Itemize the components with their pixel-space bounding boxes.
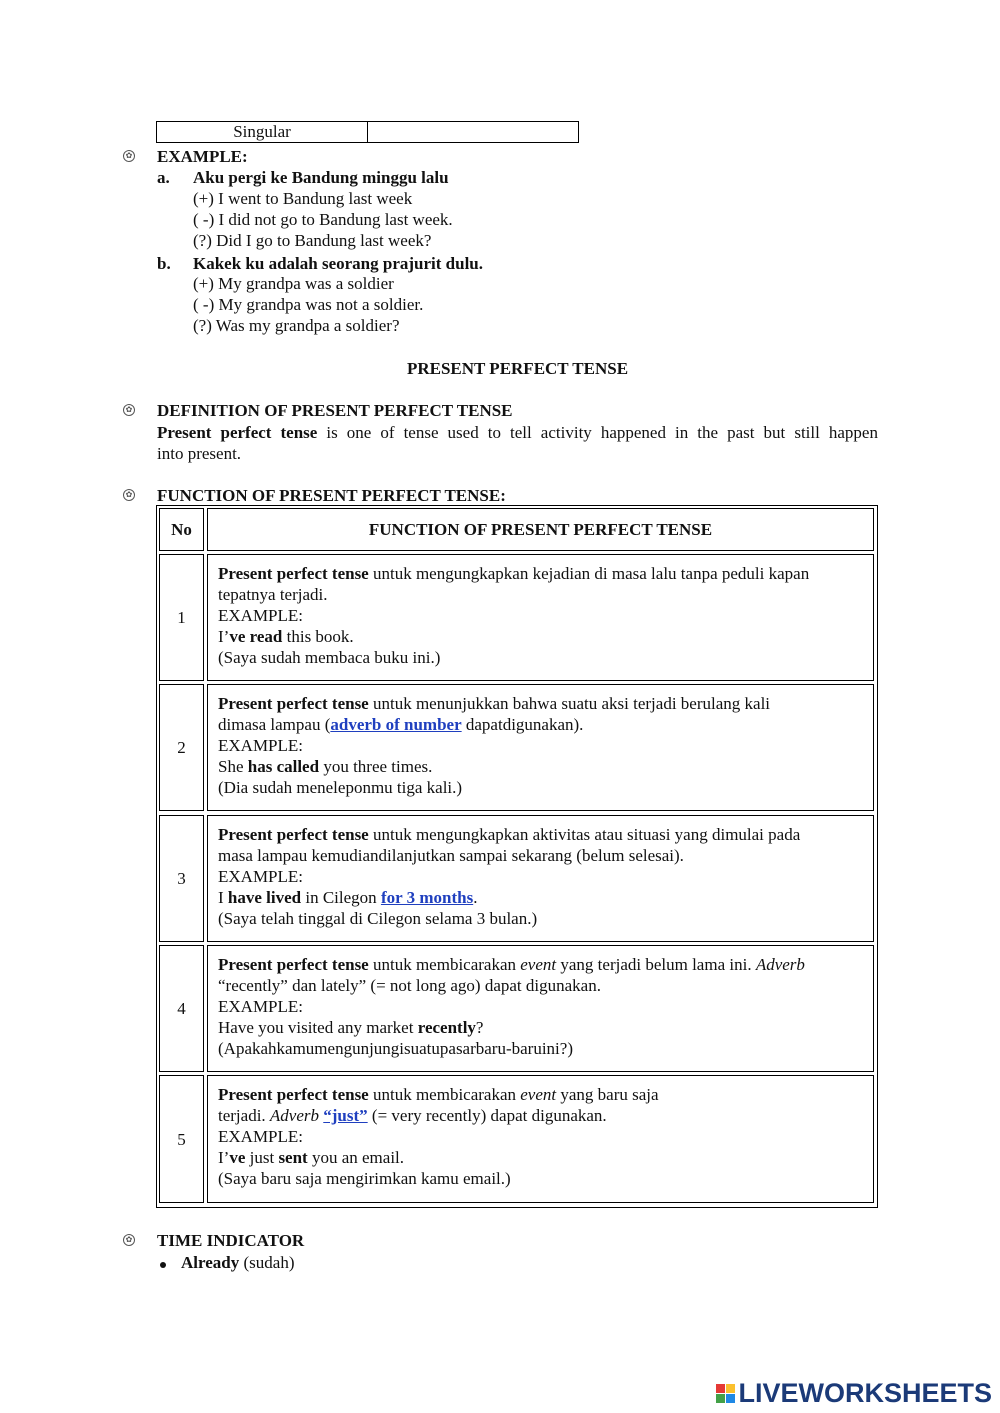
text: She <box>218 757 248 776</box>
text: just <box>245 1148 279 1167</box>
text-bold: ve <box>229 1148 246 1167</box>
singular-table <box>156 121 579 143</box>
example-label: EXAMPLE: <box>218 1127 303 1146</box>
text: untuk membicarakan <box>368 1085 521 1104</box>
example-line: (?) Was my grandpa a soldier? <box>193 316 400 335</box>
translation: (Dia sudah meneleponmu tiga kali.) <box>218 778 463 797</box>
text: ? <box>475 1018 484 1037</box>
example-heading: EXAMPLE: <box>157 147 248 166</box>
description-cont <box>218 714 863 735</box>
disc-bullet-icon <box>160 1253 166 1274</box>
text: in Cilegon <box>301 888 381 907</box>
flower-bullet-icon: ✿ <box>123 489 135 501</box>
text-bold: has called <box>247 757 320 776</box>
text: yang terjadi belum lama ini. <box>556 955 756 974</box>
text-bold: recently <box>417 1018 476 1037</box>
text: dapatdigunakan). <box>461 715 584 734</box>
time-indicator-heading: TIME INDICATOR <box>157 1231 305 1250</box>
function-row-2 <box>207 684 874 811</box>
example-letter-a: a. <box>157 168 170 187</box>
text: this book. <box>282 627 354 646</box>
example-line: ( -) I did not go to Bandung last week. <box>193 210 453 229</box>
example-label: EXAMPLE: <box>218 867 303 886</box>
text-italic: Adverb <box>755 955 805 974</box>
description-cont <box>218 1105 863 1126</box>
header-function: FUNCTION OF PRESENT PERFECT TENSE <box>207 508 874 551</box>
example-line: ( -) My grandpa was not a soldier. <box>193 295 424 314</box>
example-title-b: Kakek ku adalah seorang prajurit dulu. <box>193 254 484 273</box>
term: Present perfect tense <box>218 955 369 974</box>
row-number: 1 <box>159 554 204 681</box>
example-sentence <box>218 1147 863 1168</box>
flower-bullet-icon: ✿ <box>123 150 135 162</box>
description-cont: “recently” dan lately” (= not long ago) dapat digunakan. <box>218 976 601 995</box>
example-label: EXAMPLE: <box>218 997 303 1016</box>
text-bold: have lived <box>227 888 302 907</box>
text: you three times. <box>319 757 433 776</box>
term: Present perfect tense <box>218 694 369 713</box>
term: Present perfect tense <box>218 825 369 844</box>
example-sentence <box>218 756 863 777</box>
example-line: (?) Did I go to Bandung last week? <box>193 231 432 250</box>
row-number: 2 <box>159 684 204 811</box>
term: Present perfect tense <box>218 1085 369 1104</box>
row-number: 4 <box>159 945 204 1072</box>
text: I’ <box>218 1148 230 1167</box>
example-sentence <box>218 887 863 908</box>
text-bold: ve read <box>229 627 283 646</box>
logo-text: LIVEWORKSHEETS <box>738 1378 992 1408</box>
text: yang baru saja <box>556 1085 659 1104</box>
description-cont: tepatnya terjadi. <box>218 585 328 604</box>
section-title: PRESENT PERFECT TENSE <box>406 359 629 378</box>
function-row-3 <box>207 815 874 942</box>
text-italic: Adverb <box>269 1106 320 1125</box>
flower-bullet-icon: ✿ <box>123 1234 135 1246</box>
example-label: EXAMPLE: <box>218 606 303 625</box>
logo-squares-icon <box>716 1384 735 1403</box>
text: I’ <box>218 627 230 646</box>
text: terjadi. <box>218 1106 270 1125</box>
just-link[interactable]: “just” <box>323 1106 368 1125</box>
text-bold: sent <box>278 1148 308 1167</box>
text: (= very recently) dapat digunakan. <box>367 1106 607 1125</box>
definition-term: Present perfect tense <box>157 423 318 442</box>
text: (sudah) <box>239 1253 295 1272</box>
function-row-5 <box>207 1075 874 1203</box>
adverb-of-number-link[interactable]: adverb of number <box>330 715 462 734</box>
example-letter-b: b. <box>157 254 171 273</box>
text-bold: Already <box>181 1253 240 1272</box>
text-italic: event <box>520 1085 557 1104</box>
text: . <box>473 888 478 907</box>
liveworksheets-logo <box>716 1378 992 1408</box>
translation: (Apakahkamumengunjungisuatupasarbaru-baruini?) <box>218 1039 573 1058</box>
text: dimasa lampau ( <box>218 715 331 734</box>
example-sentence <box>218 1017 863 1038</box>
function-row-4 <box>207 945 874 1072</box>
flower-bullet-icon: ✿ <box>123 404 135 416</box>
text: you an email. <box>307 1148 405 1167</box>
term: Present perfect tense <box>218 564 369 583</box>
example-title-a: Aku pergi ke Bandung minggu lalu <box>193 168 449 187</box>
definition-text: is one of tense used to tell activity happened in the past but still happen <box>317 423 878 442</box>
description: untuk mengungkapkan kejadian di masa lalu tanpa peduli kapan <box>368 564 810 583</box>
definition-text-line2: into present. <box>157 444 242 463</box>
text: Have you visited any market <box>218 1018 418 1037</box>
function-heading: FUNCTION OF PRESENT PERFECT TENSE: <box>157 486 506 505</box>
translation: (Saya telah tinggal di Cilegon selama 3 bulan.) <box>218 909 538 928</box>
function-row-1 <box>207 554 874 681</box>
singular-cell: Singular <box>157 122 368 143</box>
text: untuk membicarakan <box>368 955 521 974</box>
definition-heading: DEFINITION OF PRESENT PERFECT TENSE <box>157 401 513 420</box>
example-sentence <box>218 626 863 647</box>
translation: (Saya baru saja mengirimkan kamu email.) <box>218 1169 511 1188</box>
row-number: 3 <box>159 815 204 942</box>
for-3-months-link[interactable]: for 3 months <box>380 888 474 907</box>
translation: (Saya sudah membaca buku ini.) <box>218 648 441 667</box>
description-cont: masa lampau kemudiandilanjutkan sampai sekarang (belum selesai). <box>218 846 684 865</box>
time-indicator-item <box>181 1252 294 1273</box>
definition-text-line1 <box>157 422 878 443</box>
header-no: No <box>159 508 204 551</box>
description: untuk mengungkapkan aktivitas atau situasi yang dimulai pada <box>368 825 801 844</box>
example-label: EXAMPLE: <box>218 736 303 755</box>
description: untuk menunjukkan bahwa suatu aksi terjadi berulang kali <box>368 694 771 713</box>
text-italic: event <box>520 955 557 974</box>
example-line: (+) My grandpa was a soldier <box>193 274 394 293</box>
empty-cell <box>368 122 579 143</box>
text: I <box>218 888 228 907</box>
example-line: (+) I went to Bandung last week <box>193 189 413 208</box>
row-number: 5 <box>159 1075 204 1203</box>
